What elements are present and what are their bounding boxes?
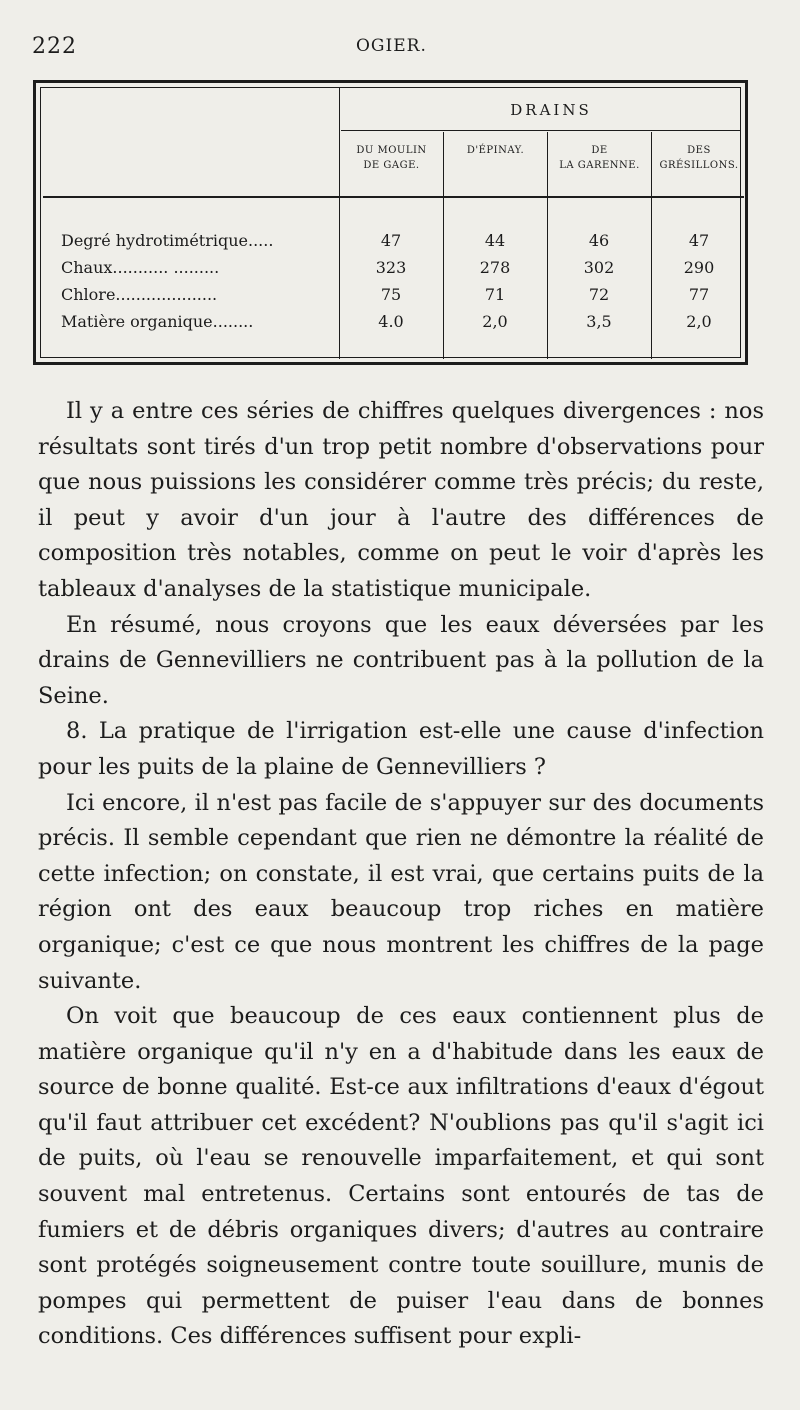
table-cell: 71 xyxy=(484,285,506,304)
row-label: Chlore.................... xyxy=(61,285,218,304)
paragraph: Il y a entre ces séries de chiffres quelques divergences : nos résultats sont tirés d'un trop petit nombre d'observations pour que nous puissions les considérer comme très précis; du reste, il peut y avoir d'un jour à l'autre des différences de composition très notables, comme on peut le voir d'après les tableaux d'analyses de la statistique municipale. xyxy=(38,398,764,602)
column-header-line: DES xyxy=(687,145,711,156)
table-cell: 47 xyxy=(688,231,710,250)
paragraph: 8. La pratique de l'irrigation est-elle une cause d'infection pour les puits de la plaine de Gennevilliers ? xyxy=(38,718,764,780)
page-header xyxy=(0,34,800,64)
table-cell: 44 xyxy=(484,231,506,250)
column-header-gresillons xyxy=(652,143,746,183)
table-cell: 323 xyxy=(375,258,407,277)
table-cell: 75 xyxy=(380,285,402,304)
row-label: Matière organique........ xyxy=(61,312,254,331)
table-cell: 4.0 xyxy=(378,312,404,331)
row-label: Degré hydrotimétrique..... xyxy=(61,231,274,250)
table-cell: 290 xyxy=(683,258,715,277)
body-text xyxy=(38,394,764,1355)
group-title: DRAINS xyxy=(510,101,592,119)
column-header-epinay xyxy=(444,143,547,183)
page-number: 222 xyxy=(32,34,77,59)
column-header-line: DE xyxy=(591,145,608,156)
column-header-line: GRÉSILLONS. xyxy=(659,160,739,171)
table-cell: 72 xyxy=(588,285,610,304)
table-cell: 47 xyxy=(380,231,402,250)
column-header-line: DU MOULIN xyxy=(356,145,427,156)
paragraph: En résumé, nous croyons que les eaux déversées par les drains de Gennevilliers ne contribuent pas à la pollution de la Seine. xyxy=(38,611,764,709)
drains-table xyxy=(33,80,748,365)
header-rule xyxy=(43,196,744,198)
row-label: Chaux........... ......... xyxy=(61,258,220,277)
table-cell: 2,0 xyxy=(482,312,508,331)
table-frame xyxy=(40,87,741,358)
column-header-moulin xyxy=(340,143,443,183)
column-header-line: LA GARENNE. xyxy=(559,160,640,171)
paragraph: Ici encore, il n'est pas facile de s'appuyer sur des documents précis. Il semble cependant que rien ne démontre la réalité de cette infection; on constate, il est vrai, que certains puits de la région ont des eaux beaucoup trop riches en matière organique; c'est ce que nous montrent les chiffres de la page suivante. xyxy=(38,789,764,994)
table-cell: 278 xyxy=(479,258,511,277)
group-rule xyxy=(341,130,741,131)
running-head: OGIER. xyxy=(356,36,427,56)
table-cell: 302 xyxy=(583,258,615,277)
column-header-line: DE GAGE. xyxy=(363,160,420,171)
table-cell: 46 xyxy=(588,231,610,250)
paragraph: On voit que beaucoup de ces eaux contiennent plus de matière organique qu'il n'y en a d'habitude dans les eaux de source de bonne qualité. Est-ce aux infiltrations d'eaux d'égout qu'il faut attribuer cet excédent? N'oublions pas qu'il s'agit ici de puits, où l'eau se renouvelle imparfaitement, et qui sont souvent mal entretenus. Certains sont entourés de tas de fumiers et de débris organiques divers; d'autres au contraire sont protégés soigneusement contre toute souillure, munis de pompes qui permettent de puiser l'eau dans de bonnes conditions. Ces différences suffisent pour expli- xyxy=(38,1003,764,1350)
column-header-line: D'ÉPINAY. xyxy=(466,145,525,156)
table-cell: 77 xyxy=(688,285,710,304)
table-cell: 3,5 xyxy=(586,312,612,331)
column-header-garenne xyxy=(548,143,651,183)
table-cell: 2,0 xyxy=(686,312,712,331)
column-divider xyxy=(339,88,340,359)
